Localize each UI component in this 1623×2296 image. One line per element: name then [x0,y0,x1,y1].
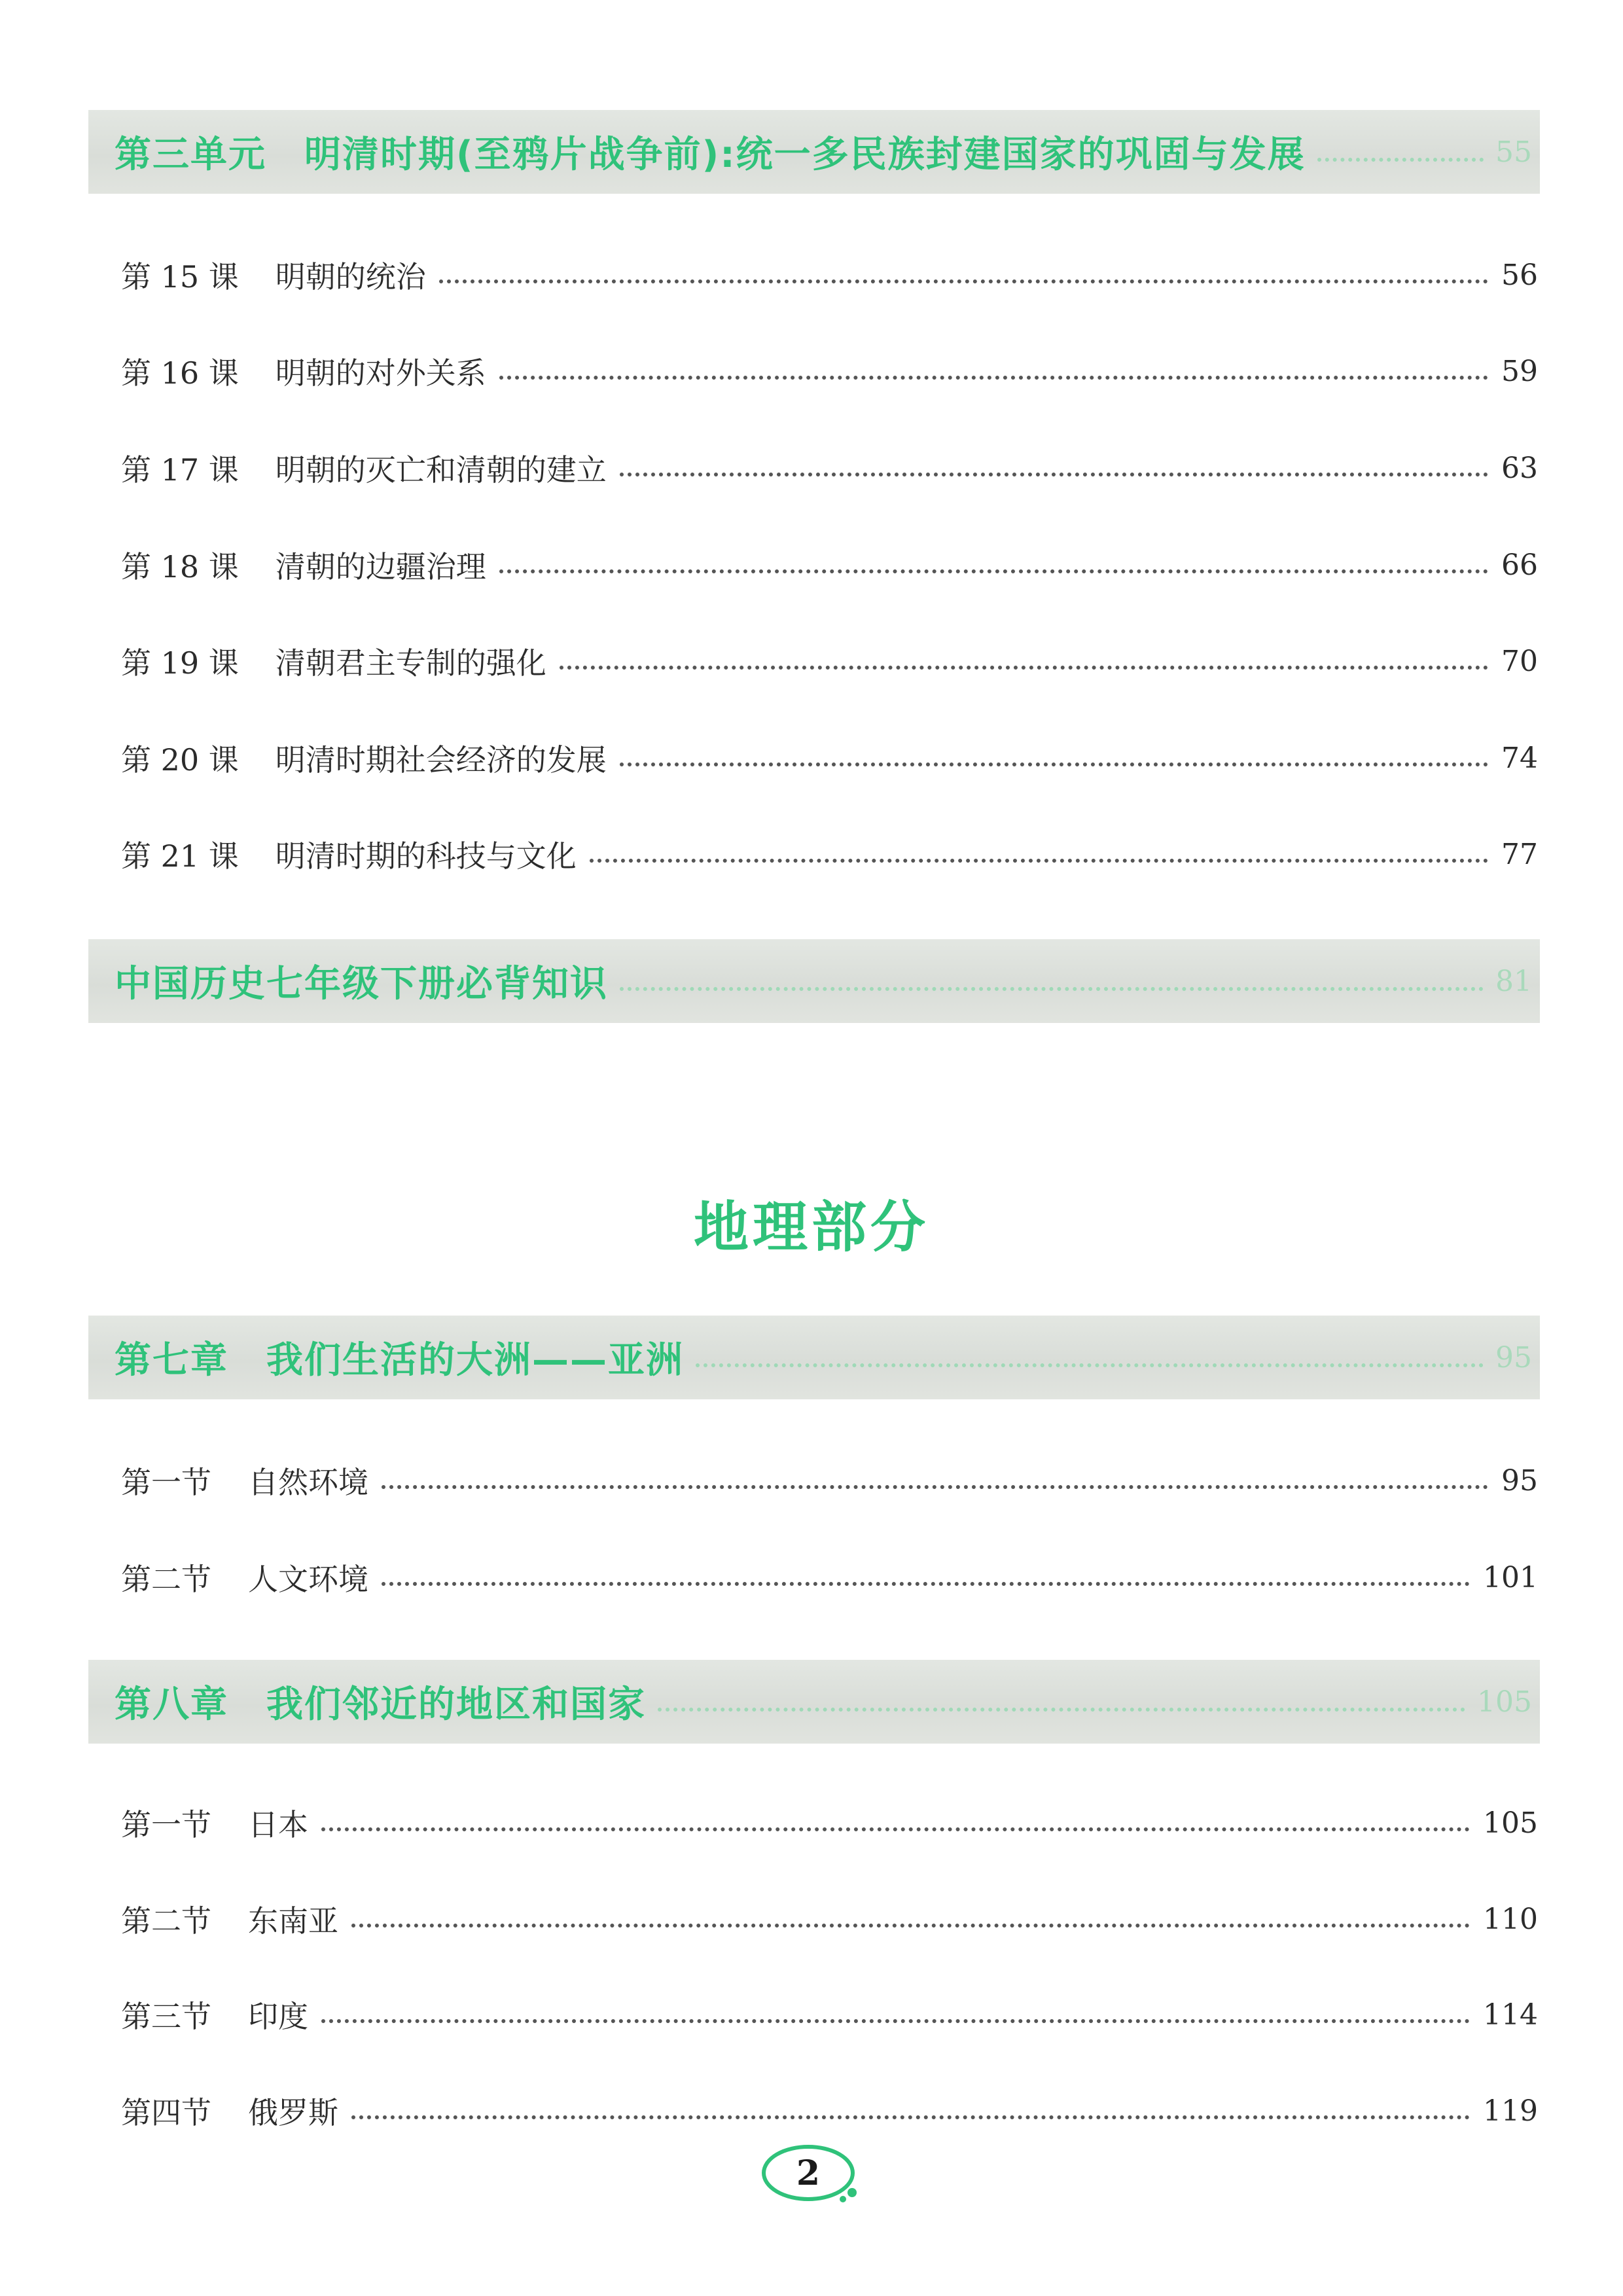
toc-entry[interactable] [121,1551,1538,1604]
dot-leader [382,1485,1488,1489]
lesson-page: 66 [1501,548,1538,582]
page-number-badge [759,2142,864,2207]
dot-leader [590,859,1488,863]
lesson-number: 第 17 课 [121,452,239,488]
lesson-number: 第 21 课 [121,838,239,874]
dot-leader [382,1582,1470,1586]
toc-entry[interactable] [121,1797,1538,1849]
section-number: 第三节 [121,1999,211,2034]
dot-leader [321,1827,1470,1831]
lesson-page: 56 [1501,258,1538,292]
lesson-number: 第 15 课 [121,259,239,295]
section-number: 第二节 [121,1562,211,1597]
toc-entry[interactable] [121,828,1538,880]
toc-entry[interactable] [121,635,1538,687]
section-page: 114 [1483,1998,1538,2032]
toc-entry[interactable] [121,1454,1538,1507]
section-number: 第二节 [121,1903,211,1939]
toc-entry[interactable] [121,345,1538,397]
section-entry-title: 自然环境 [248,1465,368,1500]
page-number: 2 [796,2153,821,2193]
lesson-number: 第 20 课 [121,742,239,778]
section-page: 119 [1483,2094,1538,2128]
section-entry-title: 人文环境 [248,1562,368,1597]
toc-entry[interactable] [121,1988,1538,2041]
chapter-title: 第七章 我们生活的大洲——亚洲 [115,1339,684,1382]
section-number: 第一节 [121,1807,211,1842]
dot-leader [560,666,1488,670]
lesson-page: 77 [1501,837,1538,871]
toc-entry[interactable] [121,1893,1538,1945]
toc-entry[interactable] [121,249,1538,301]
unit-header[interactable] [88,110,1540,194]
section-entry-title: 印度 [248,1999,308,2034]
lesson-number: 第 19 课 [121,645,239,681]
chapter-title: 第八章 我们邻近的地区和国家 [115,1683,646,1726]
lesson-number: 第 18 课 [121,549,239,584]
toc-entry[interactable] [121,732,1538,784]
section-page: 95 [1501,1463,1538,1498]
dot-leader [321,2019,1470,2023]
dot-leader [351,1924,1470,1928]
lesson-title: 清朝君主专制的强化 [275,645,546,681]
lesson-title: 明朝的灭亡和清朝的建立 [275,452,607,488]
dot-leader [658,1708,1465,1712]
toc-entry[interactable] [121,2085,1538,2137]
lesson-title: 清朝的边疆治理 [275,549,486,584]
lesson-page: 70 [1501,644,1538,678]
lesson-title: 明朝的统治 [275,259,426,295]
chapter-page: 105 [1477,1685,1532,1719]
lesson-number: 第 16 课 [121,355,239,391]
section-number: 第一节 [121,1465,211,1500]
chapter-header[interactable] [88,1660,1540,1744]
dot-leader [439,279,1488,283]
lesson-title: 明清时期社会经济的发展 [275,742,607,778]
dot-leader [620,762,1488,766]
dot-leader [499,376,1488,380]
chapter-page: 95 [1495,1340,1532,1374]
section-entry-title: 东南亚 [248,1903,338,1939]
toc-entry[interactable] [121,539,1538,591]
review-title: 中国历史七年级下册必背知识 [115,963,608,1005]
dot-leader [620,473,1488,476]
lesson-title: 明清时期的科技与文化 [275,838,577,874]
section-page: 101 [1483,1560,1538,1594]
section-entry-title: 俄罗斯 [248,2095,338,2130]
lesson-title: 明朝的对外关系 [275,355,486,391]
review-header[interactable] [88,939,1540,1023]
lesson-page: 74 [1501,741,1538,775]
dot-leader [351,2115,1470,2119]
section-title: 地理部分 [693,1195,929,1259]
dot-leader [1317,158,1484,162]
unit-page: 55 [1495,135,1532,169]
lesson-page: 59 [1501,354,1538,388]
review-page: 81 [1495,964,1532,998]
unit-title: 第三单元 明清时期(至鸦片战争前):统一多民族封建国家的巩固与发展 [115,134,1306,176]
toc-entry[interactable] [121,442,1538,494]
section-number: 第四节 [121,2095,211,2130]
dot-leader [499,569,1488,573]
section-page: 105 [1483,1806,1538,1840]
chapter-header[interactable] [88,1316,1540,1399]
lesson-page: 63 [1501,451,1538,485]
section-page: 110 [1483,1902,1538,1936]
dot-leader [620,987,1484,991]
section-entry-title: 日本 [248,1807,308,1842]
dot-leader [696,1363,1484,1367]
